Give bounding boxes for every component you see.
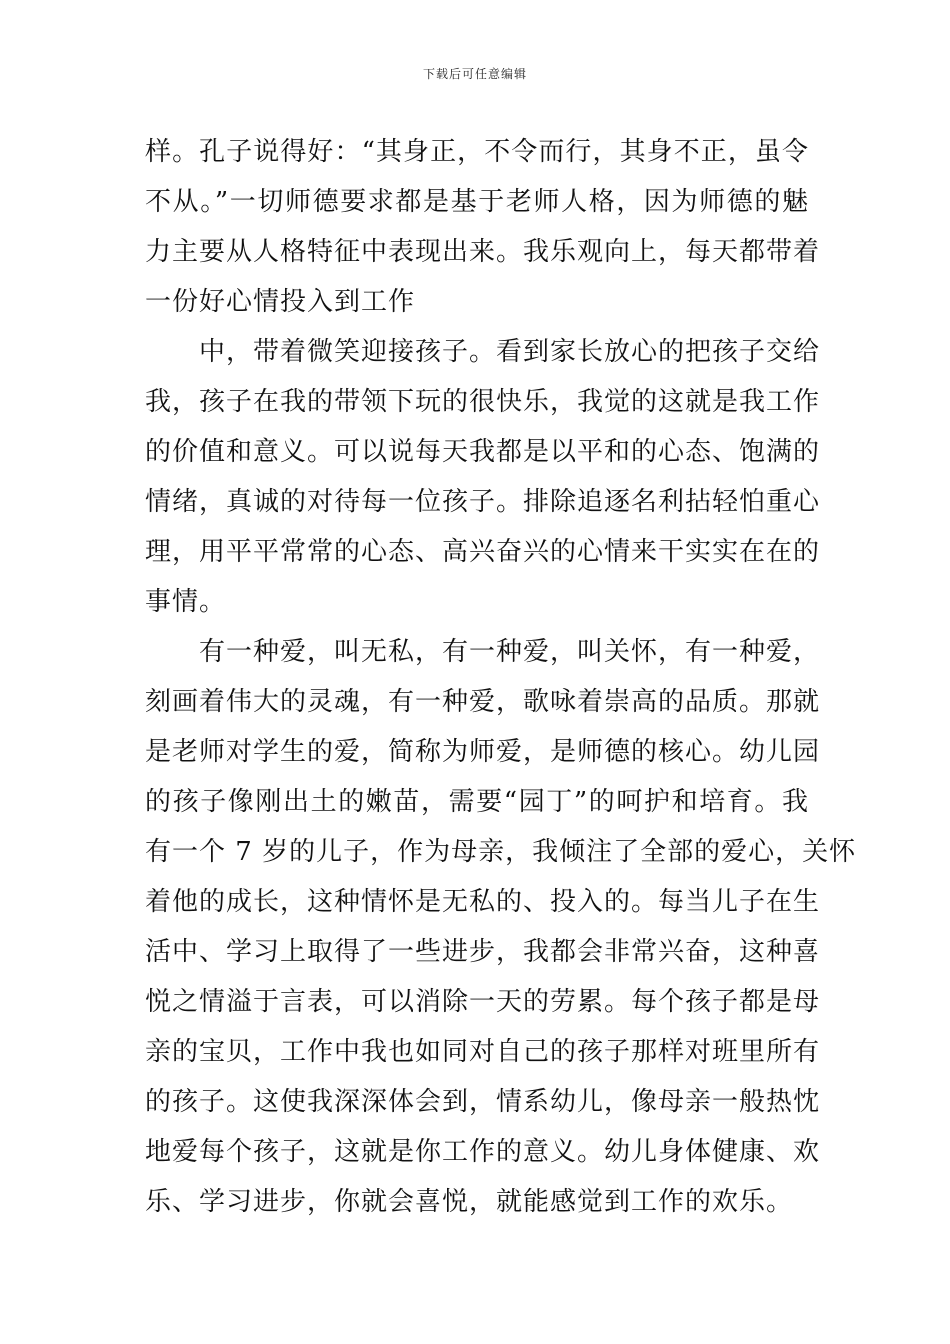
text-line: 不从。”一切师德要求都是基于老师人格，因为师德的魅 [145, 187, 809, 217]
text-line: 刻画着伟大的灵魂，有一种爱，歌咏着崇高的品质。那就 [145, 687, 821, 717]
text-line: 的孩子像刚出土的嫩苗，需要“园丁”的呵护和培育。我 [145, 787, 809, 817]
text-line: 我，孩子在我的带领下玩的很快乐，我觉的这就是我工作 [145, 387, 821, 417]
text-line: 亲的宝贝，工作中我也如同对自己的孩子那样对班里所有 [145, 1037, 821, 1067]
paragraph [145, 627, 857, 1227]
page-header: 下载后可任意编辑 [422, 67, 527, 81]
text-line: 的孩子。这使我深深体会到，情系幼儿，像母亲一般热忱 [145, 1087, 821, 1117]
text-line: 着他的成长，这种情怀是无私的、投入的。每当儿子在生 [145, 887, 821, 917]
text-line: 地爱每个孩子，这就是你工作的意义。幼儿身体健康、欢 [145, 1137, 821, 1167]
text-line: 乐、学习进步，你就会喜悦，就能感觉到工作的欢乐。 [145, 1187, 794, 1217]
text-line: 理，用平平常常的心态、高兴奋兴的心情来干实实在在的 [145, 537, 821, 567]
paragraph [145, 127, 821, 327]
document-body [145, 127, 857, 1227]
text-line: 有一种爱，叫无私，有一种爱，叫关怀，有一种爱， [199, 637, 821, 667]
text-line: 中，带着微笑迎接孩子。看到家长放心的把孩子交给 [199, 337, 821, 367]
paragraph [145, 327, 821, 627]
text-line: 样。孔子说得好：“其身正，不令而行，其身不正，虽令 [145, 137, 809, 167]
text-line: 有一个 7 岁的儿子，作为母亲，我倾注了全部的爱心，关怀 [145, 837, 857, 867]
text-line: 活中、学习上取得了一些进步，我都会非常兴奋，这种喜 [145, 937, 821, 967]
text-line: 是老师对学生的爱，简称为师爱，是师德的核心。幼儿园 [145, 737, 821, 767]
text-line: 悦之情溢于言表，可以消除一天的劳累。每个孩子都是母 [145, 987, 821, 1017]
text-line: 情绪，真诚的对待每一位孩子。排除追逐名利拈轻怕重心 [145, 487, 821, 517]
text-line: 力主要从人格特征中表现出来。我乐观向上，每天都带着 [145, 237, 821, 267]
text-line: 一份好心情投入到工作 [145, 287, 416, 317]
text-line: 事情。 [145, 587, 227, 617]
text-line: 的价值和意义。可以说每天我都是以平和的心态、饱满的 [145, 437, 821, 467]
